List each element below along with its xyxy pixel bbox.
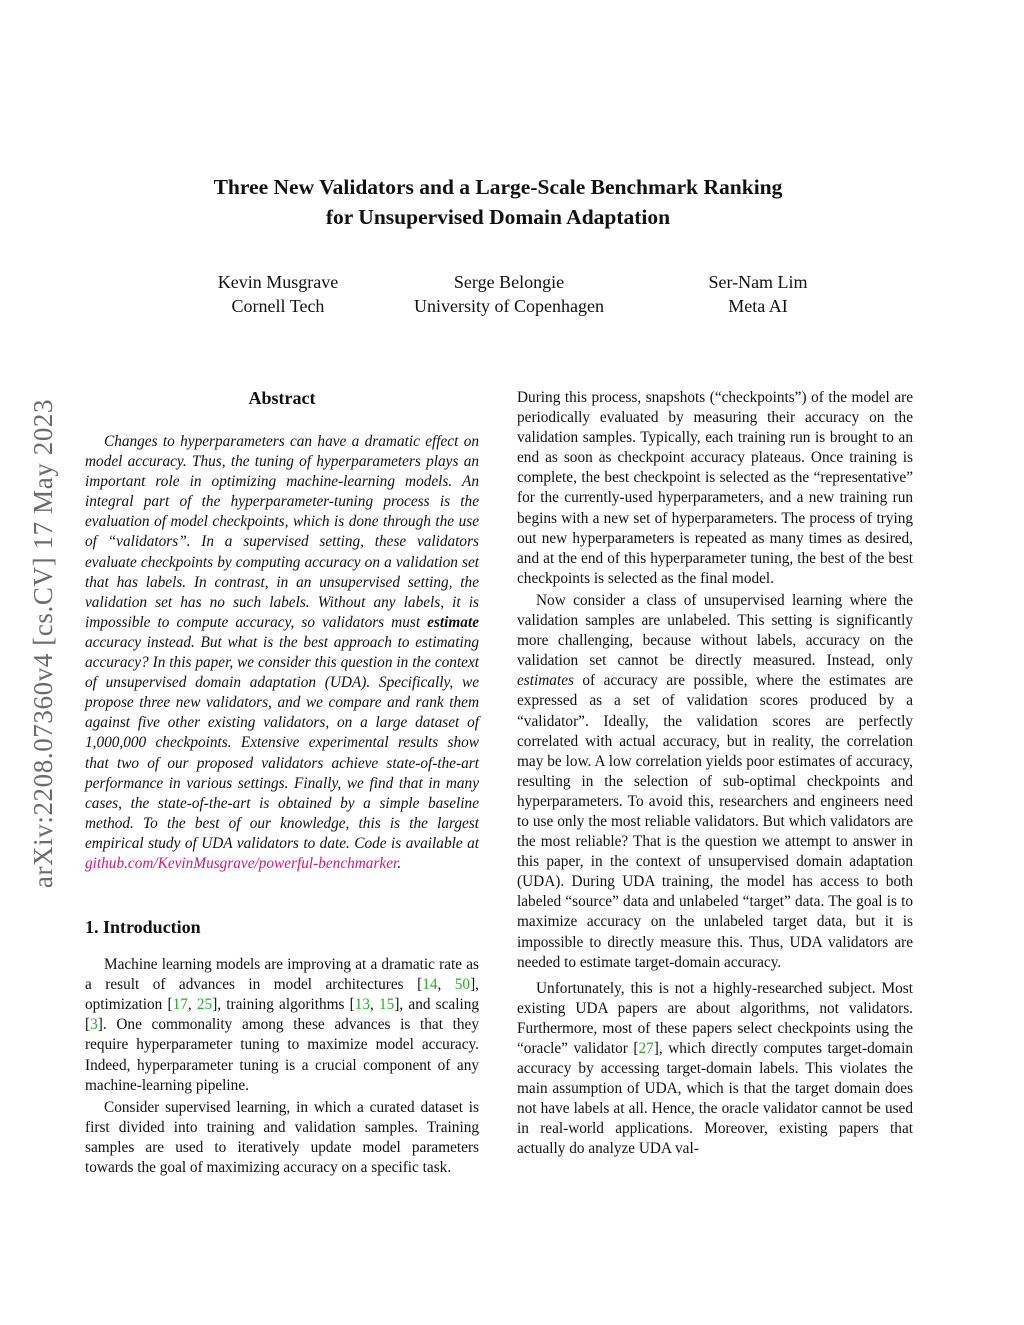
abstract-text-part-2: accuracy instead. But what is the best approach to estimating accuracy? In this paper, we consider this question in the context of unsupervised domain adaptation (UDA). Specifically, we propose three new validators, and we compare and rank them against five other existing validators, on a large dataset of 1,000,000 checkpoints. Extensive experimental results show that two of our proposed validators achieve state-of-the-art performance in various settings. Finally, we find that in many cases, the state-of-the-art is obtained by a simple baseline method. To the best of our knowledge, this is the largest empirical study of UDA validators to date. Code is available at <box>85 633 479 852</box>
abstract-emphasis: estimate <box>427 613 479 631</box>
paragraph-text: ], training algorithms [ <box>212 996 355 1014</box>
section-heading-introduction: 1. Introduction <box>85 917 201 938</box>
citation-link[interactable]: 14 <box>422 976 438 994</box>
paper-title-line-1: Three New Validators and a Large-Scale Benchmark Ranking <box>213 175 783 199</box>
citation-link[interactable]: 15 <box>379 996 395 1014</box>
citation-link[interactable]: 3 <box>90 1016 98 1034</box>
author-name: Kevin Musgrave <box>217 272 339 292</box>
citation-separator: , <box>437 976 455 994</box>
author-name: Ser-Nam Lim <box>708 272 808 292</box>
citation-link[interactable]: 13 <box>354 996 371 1014</box>
author-affiliation: Meta AI <box>728 296 788 316</box>
paragraph-text: ], and scaling [ <box>85 996 479 1034</box>
citation-separator: , <box>187 996 197 1014</box>
author-name: Serge Belongie <box>453 272 565 292</box>
arxiv-identifier-stamp <box>24 345 64 941</box>
code-repository-link[interactable]: github.com/KevinMusgrave/powerful-benchmarker <box>85 854 398 872</box>
arxiv-identifier-text: arXiv:2208.07360v4 [cs.CV] 17 May 2023 <box>28 398 59 888</box>
paper-title <box>100 172 896 232</box>
citation-link[interactable]: 27 <box>638 1040 654 1057</box>
paragraph-text: ]. One commonality among these advances is that they require hyperparameter tuning to maximize model accuracy. Indeed, hyperparameter tuning is a crucial component of any machine-learning pipeline. <box>85 1016 479 1094</box>
introduction-paragraph-3: During this process, snapshots (“checkpoints”) of the model are periodically evaluated by measuring their accuracy on the validation samples. Typically, each training run is brought to an end as soon as checkpoint accuracy plateaus. Once training is complete, the best checkpoint is selected as the “representative” for the currently-used hyperparameters, and a new training run begins with a new set of hyperparameters. The process of trying out new hyperparameters is repeated as many times as desired, and at the end of this hyperparameter tuning, the best of the best checkpoints is selected as the final model. <box>517 389 913 587</box>
introduction-paragraph-5 <box>517 979 913 1160</box>
citation-link[interactable]: 25 <box>196 996 213 1014</box>
introduction-paragraph-4 <box>517 591 913 973</box>
paragraph-text: ], optimization [ <box>85 976 479 1014</box>
author-block-2 <box>384 270 634 318</box>
paragraph-text: Machine learning models are improving at a dramatic rate as a result of advances in model architectures [ <box>85 956 479 994</box>
paragraph-text: Unfortunately, this is not a highly-researched subject. Most existing UDA papers are about algorithms, not validators. Furthermore, most of these papers select checkpoints using the “oracle” validator [ <box>517 979 913 1057</box>
abstract-text-end: . <box>397 854 402 872</box>
introduction-paragraph-1 <box>85 955 479 1096</box>
left-column <box>85 386 479 1180</box>
author-affiliation: University of Copenhagen <box>414 296 604 316</box>
abstract-text-part-1: Changes to hyperparameters can have a dramatic effect on model accuracy. Thus, the tuning of hyperparameters plays an important role in optimizing machine-learning models. An integral part of the hyperparameter-tuning process is the evaluation of model checkpoints, which is done through the use of “validators”. In a supervised setting, these validators evaluate checkpoints by computing accuracy on a validation set that has labels. In contrast, in an unsupervised setting, the validation set has no such labels. Without any labels, it is impossible to compute accuracy, so validators must <box>85 433 479 631</box>
author-block-3 <box>640 270 876 318</box>
paragraph-text: of accuracy are possible, where the estimates are expressed as a set of validation scores produced by a “validator”. Ideally, the validation scores are perfectly correlated with actual accuracy, but in reality, the correlation may be low. A low correlation yields poor estimates of accuracy, resulting in the selection of sub-optimal checkpoints and hyperparameters. To avoid this, researchers and engineers need to use only the most reliable validators. But which validators are the most reliable? That is the question we attempt to answer in this paper, in the context of unsupervised domain adaptation (UDA). During UDA training, the model has access to both labeled “source” data and unlabeled “target” data. The goal is to maximize accuracy on the unlabeled target data, but it is impossible to directly measure this. Thus, UDA validators are needed to estimate target-domain accuracy. <box>517 672 913 971</box>
citation-separator: , <box>370 996 380 1014</box>
introduction-paragraph-2: Consider supervised learning, in which a curated dataset is first divided into training and validation samples. Training samples are used to iteratively update model parameters towards the goal of maximizing accuracy on a specific task. <box>85 1098 479 1176</box>
author-block-1 <box>180 270 376 318</box>
emphasis-text: estimates <box>517 672 574 690</box>
abstract-text <box>85 432 479 874</box>
paragraph-text: Now consider a class of unsupervised learning where the validation samples are unlabeled. This setting is significantly more challenging, because without labels, accuracy on the validation set cannot be directly measured. Instead, only <box>517 591 913 670</box>
citation-link[interactable]: 50 <box>454 976 471 994</box>
paragraph-text: ], which directly computes target-domain accuracy by accessing target-domain labels. This violates the main assumption of UDA, which is that the target domain does not have labels at all. Hence, the oracle validator cannot be used in real-world applications. Moreover, existing papers that actually do analyze UDA val- <box>517 1040 913 1158</box>
right-column <box>517 388 913 1162</box>
abstract-heading: Abstract <box>248 388 316 408</box>
citation-link[interactable]: 17 <box>172 996 188 1014</box>
paper-title-line-2: for Unsupervised Domain Adaptation <box>325 205 671 229</box>
author-affiliation: Cornell Tech <box>231 296 325 316</box>
